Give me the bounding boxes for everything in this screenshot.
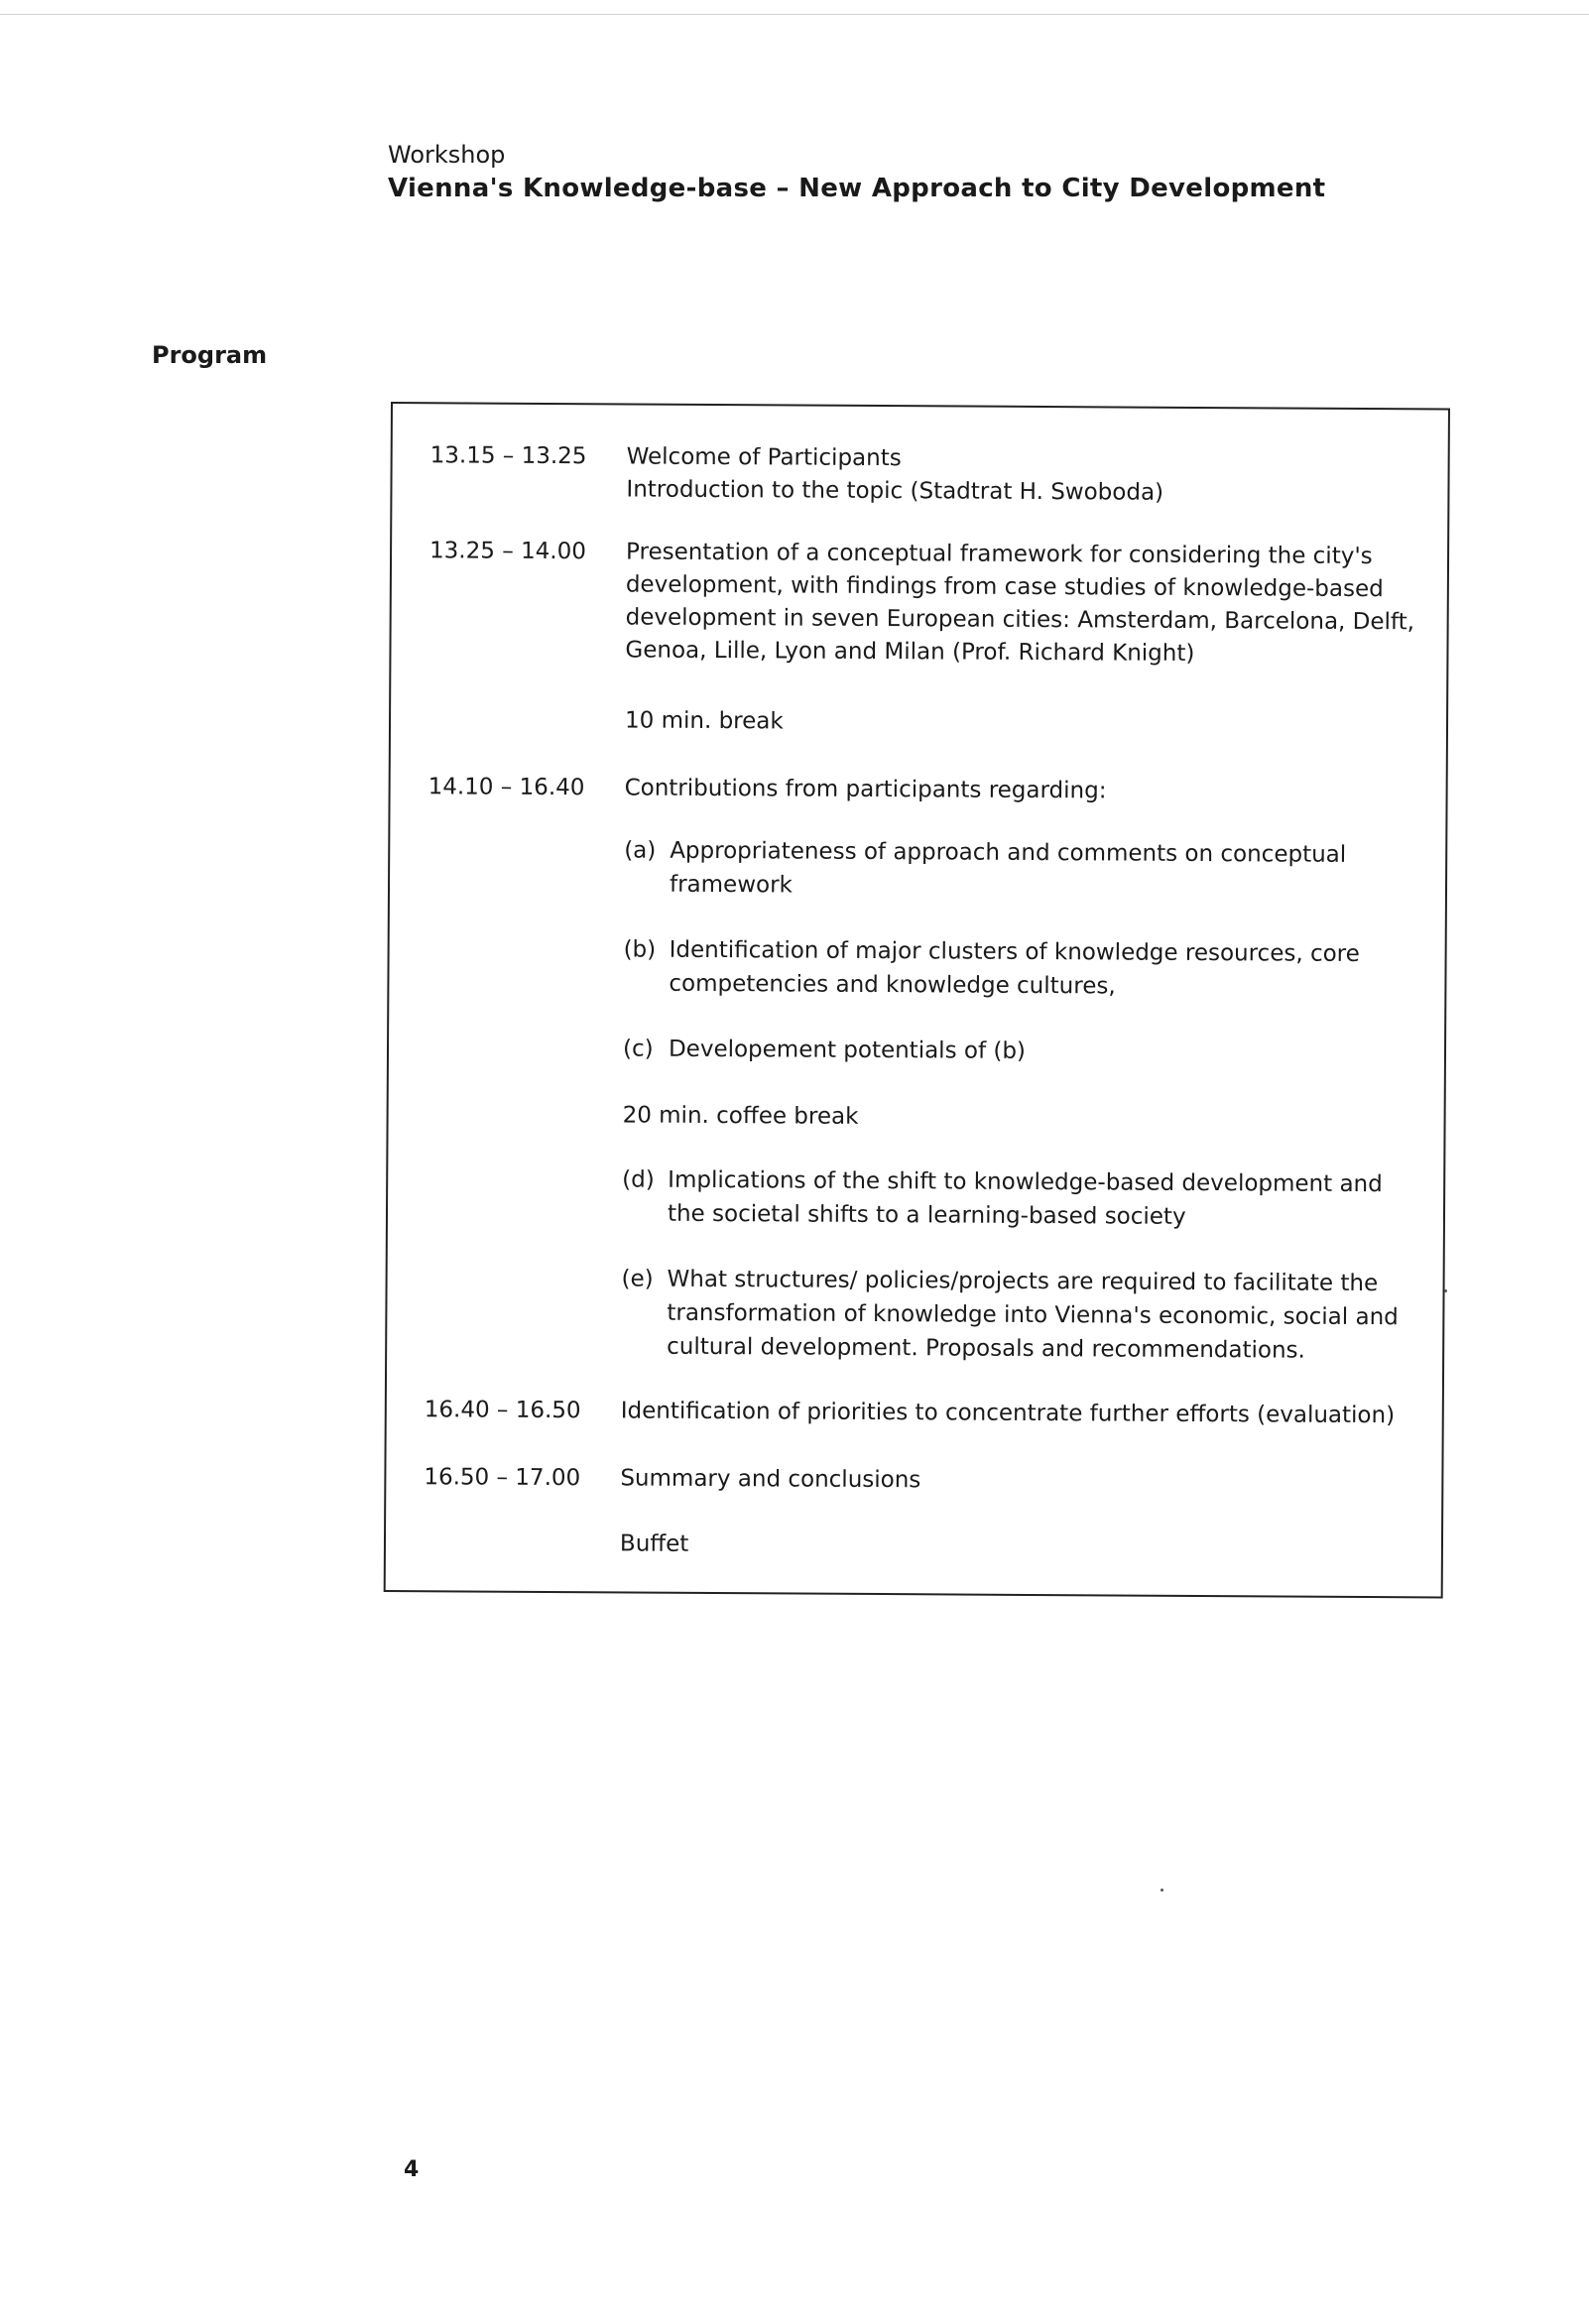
contribution-line: transformation of knowledge into Vienna's economic, social and	[667, 1299, 1399, 1331]
schedule-line: development, with findings from case studies of knowledge-based	[625, 571, 1384, 603]
document-title: Vienna's Knowledge-base – New Approach to City Development	[388, 174, 1326, 203]
schedule-row	[424, 1394, 1426, 1429]
schedule-time: 16.50 – 17.00	[424, 1464, 581, 1492]
program-table	[384, 402, 1450, 1599]
contribution-line: What structures/ policies/projects are required to facilitate the	[667, 1266, 1379, 1297]
contribution-item	[624, 833, 1407, 899]
schedule-row	[429, 535, 1431, 667]
scan-edge-line	[0, 14, 1589, 15]
contribution-line: Implications of the shift to knowledge-based development and	[668, 1166, 1383, 1198]
schedule-line: Contributions from participants regarding:	[624, 775, 1107, 804]
contribution-line: competencies and knowledge cultures,	[669, 970, 1116, 1000]
contribution-line: framework	[669, 871, 793, 899]
schedule-time: 14.10 – 16.40	[428, 774, 585, 801]
schedule-time: 13.15 – 13.25	[429, 442, 587, 470]
schedule-line: development in seven European cities: Amsterdam, Barcelona, Delft,	[625, 604, 1415, 636]
contribution-line: the societal shifts to a learning-based society	[667, 1200, 1186, 1230]
schedule-line: Introduction to the topic (Stadtrat H. Swoboda)	[626, 476, 1164, 506]
schedule-line: Genoa, Lille, Lyon and Milan (Prof. Richard Knight)	[625, 637, 1195, 667]
schedule-line: Presentation of a conceptual framework for considering the city's	[625, 539, 1373, 570]
page-number: 4	[404, 2157, 420, 2182]
schedule-description	[625, 536, 1419, 672]
schedule-description	[626, 440, 1419, 511]
contribution-item	[621, 1262, 1406, 1364]
schedule-time: 16.40 – 16.50	[424, 1397, 581, 1424]
schedule-time: 13.25 – 14.00	[429, 538, 586, 565]
contribution-item	[622, 1162, 1406, 1230]
contribution-letter: (d)	[622, 1166, 655, 1193]
scan-speck	[1161, 1889, 1163, 1892]
closing-note: Buffet	[619, 1530, 689, 1557]
contribution-text	[669, 933, 1406, 1006]
schedule-description	[625, 772, 1418, 809]
contribution-text	[668, 1163, 1406, 1236]
schedule-row	[424, 1461, 1425, 1494]
break-note: 10 min. break	[624, 707, 784, 735]
contribution-text	[669, 1033, 1406, 1071]
schedule-line: Summary and conclusions	[620, 1465, 921, 1494]
contribution-letter: (a)	[624, 837, 657, 864]
schedule-row	[428, 771, 1430, 804]
contribution-letter: (e)	[621, 1266, 654, 1292]
document-header	[388, 139, 1380, 206]
contribution-letter: (c)	[622, 1036, 654, 1062]
schedule-description	[620, 1462, 1413, 1500]
schedule-line: Identification of priorities to concentrate further efforts (evaluation)	[620, 1398, 1396, 1429]
header-kicker: Workshop	[388, 141, 506, 169]
contribution-letter: (b)	[623, 936, 657, 963]
contribution-item	[623, 932, 1407, 1000]
contribution-line: Identification of major clusters of knowledge resources, core	[669, 936, 1360, 967]
contribution-line: Appropriateness of approach and comments on conceptual	[670, 837, 1347, 868]
break-note: 20 min. coffee break	[622, 1102, 859, 1130]
schedule-description	[621, 1395, 1414, 1432]
section-label-program: Program	[152, 341, 268, 369]
schedule-row	[429, 439, 1432, 506]
contribution-line: cultural development. Proposals and recommendations.	[667, 1333, 1305, 1364]
contribution-text	[667, 1263, 1406, 1369]
contribution-item	[622, 1032, 1406, 1064]
contribution-text	[670, 834, 1407, 907]
contribution-line: Developement potentials of (b)	[668, 1036, 1027, 1064]
schedule-line: Welcome of Participants	[626, 443, 902, 472]
scan-speck	[1444, 1289, 1447, 1292]
